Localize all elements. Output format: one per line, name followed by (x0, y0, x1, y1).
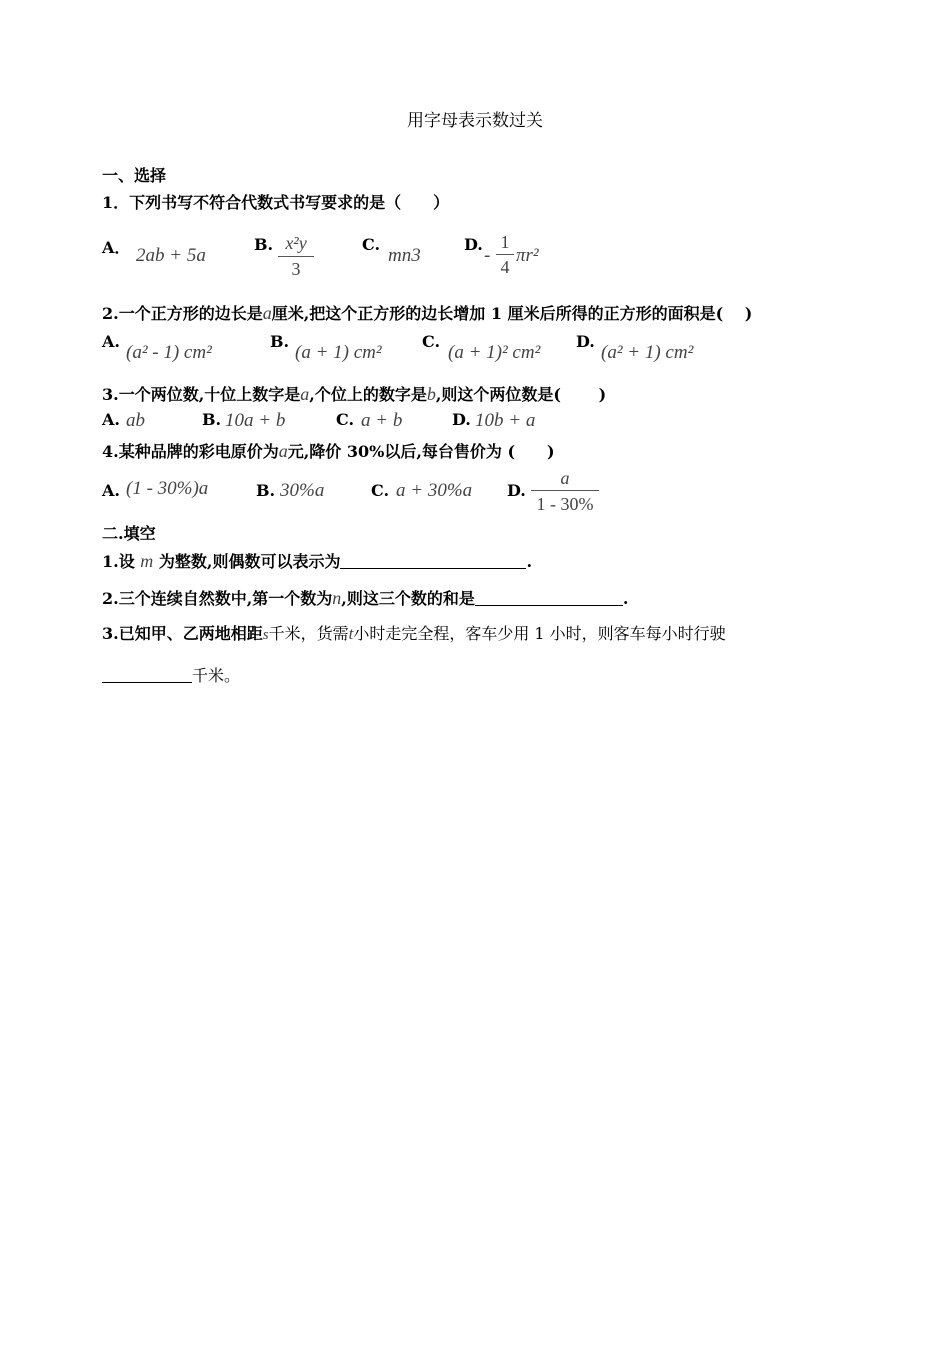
q4-var: a (278, 441, 288, 461)
fill-1 (102, 549, 532, 572)
q1-option-b-label: B. (254, 235, 274, 254)
q4-option-c-label: C. (371, 481, 390, 500)
q3-var-a: a (300, 384, 310, 404)
fill-1-var: m (140, 551, 154, 571)
q4-stem-post: 元,降价 30%以后,每台售价为 ( ) (287, 442, 555, 461)
fill-2-post: ,则这三个数的和是 (341, 589, 475, 608)
q4-option-d-label: D. (507, 481, 526, 500)
fill-3-mid: 千米，货需 (268, 624, 349, 643)
fill-3-answer-blank[interactable] (102, 668, 192, 683)
q3-option-b-expr: 10a + b (225, 410, 286, 431)
q1-option-d-tail: πr² (516, 245, 539, 266)
q2-option-d-expr: (a² + 1) cm² (601, 342, 694, 363)
fill-1-answer-blank[interactable] (340, 554, 526, 569)
q2-stem-pre: 2.一个正方形的边长是 (102, 304, 263, 323)
fill-3 (102, 621, 726, 644)
q1-option-a-expr: 2ab + 5a (136, 245, 206, 266)
q4-option-c-expr: a + 30%a (396, 480, 473, 501)
q3-stem-pre: 3.一个两位数,十位上数字是 (102, 385, 301, 404)
question-2-stem (102, 301, 752, 324)
q3-var-b: b (426, 384, 436, 404)
q4-option-a-label: A. (102, 481, 120, 500)
q3-stem-post: ,则这个两位数是( ) (435, 385, 607, 404)
q1-option-a-label: A． (102, 238, 131, 257)
fill-3-var-t: t (348, 624, 354, 643)
q1-option-b-denominator: 3 (278, 256, 314, 281)
q3-option-a-expr: ab (126, 410, 145, 431)
q2-stem-post: 厘米,把这个正方形的边长增加 1 厘米后所得的正方形的面积是( ) (271, 304, 753, 323)
fill-1-pre: 1.设 (102, 552, 135, 571)
q1-option-d-sign: - (484, 245, 491, 266)
fill-2-answer-blank[interactable] (475, 591, 623, 606)
section-heading-fill: 二.填空 (102, 524, 156, 543)
q3-option-b-label: B. (202, 410, 222, 429)
q4-option-a-expr: (1 - 30%)a (126, 478, 209, 499)
fill-3-post: 小时走完全程，客车少用 1 小时，则客车每小时行驶 (353, 624, 726, 643)
q4-option-b-label: B. (256, 481, 276, 500)
fill-2-pre: 2.三个连续自然数中,第一个数为 (102, 589, 333, 608)
page-title: 用字母表示数过关 (407, 111, 543, 131)
q2-option-b-label: B. (270, 332, 290, 351)
q3-stem-mid: ,个位上的数字是 (309, 385, 427, 404)
q1-option-d-label: D. (464, 235, 483, 254)
q2-option-a-label: A. (102, 332, 120, 351)
fill-1-post: 为整数,则偶数可以表示为 (158, 552, 341, 571)
q4-option-b-expr: 30%a (280, 480, 325, 501)
fill-2-end: . (622, 589, 629, 608)
q1-option-c-label: C. (362, 235, 381, 254)
question-4-stem (102, 439, 555, 462)
q4-option-d-denominator: 1 - 30% (531, 490, 599, 517)
question-1-stem: 1．下列书写不符合代数式书写要求的是（ ） (102, 193, 450, 212)
q1-option-c-expr: mn3 (388, 245, 421, 266)
fill-3-line-2 (102, 663, 240, 686)
fill-3-line2-post: 千米。 (192, 666, 241, 685)
q3-option-a-label: A. (102, 410, 120, 429)
q4-stem-pre: 4.某种品牌的彩电原价为 (102, 442, 279, 461)
q1-option-b-numerator: x²y (285, 233, 307, 253)
section-heading-choice: 一、选择 (102, 166, 167, 185)
fill-1-end: . (526, 552, 533, 571)
question-3-stem (102, 382, 606, 405)
q2-option-c-label: C. (422, 332, 441, 351)
q2-option-c-expr: (a + 1)² cm² (448, 342, 541, 363)
q1-option-d-numerator: 1 (500, 232, 510, 252)
q2-var: a (262, 303, 272, 323)
q3-option-c-expr: a + b (361, 410, 403, 431)
q3-option-d-label: D. (452, 410, 471, 429)
q2-option-a-expr: (a² - 1) cm² (126, 342, 212, 363)
q4-option-d-fraction (531, 466, 599, 517)
fill-3-pre: 3.已知甲、乙两地相距 (102, 624, 263, 643)
q2-option-b-expr: (a + 1) cm² (295, 342, 382, 363)
fill-3-var-s: s (262, 627, 269, 643)
q4-option-d-numerator: a (560, 468, 570, 488)
q1-option-d-fraction (496, 230, 514, 279)
q2-option-d-label: D. (576, 332, 595, 351)
q3-option-d-expr: 10b + a (475, 410, 536, 431)
fill-2 (102, 586, 628, 609)
q1-option-b-fraction (278, 230, 314, 281)
q3-option-c-label: C. (336, 410, 355, 429)
q1-option-d-denominator: 4 (496, 254, 514, 279)
fill-2-var: n (332, 588, 342, 608)
